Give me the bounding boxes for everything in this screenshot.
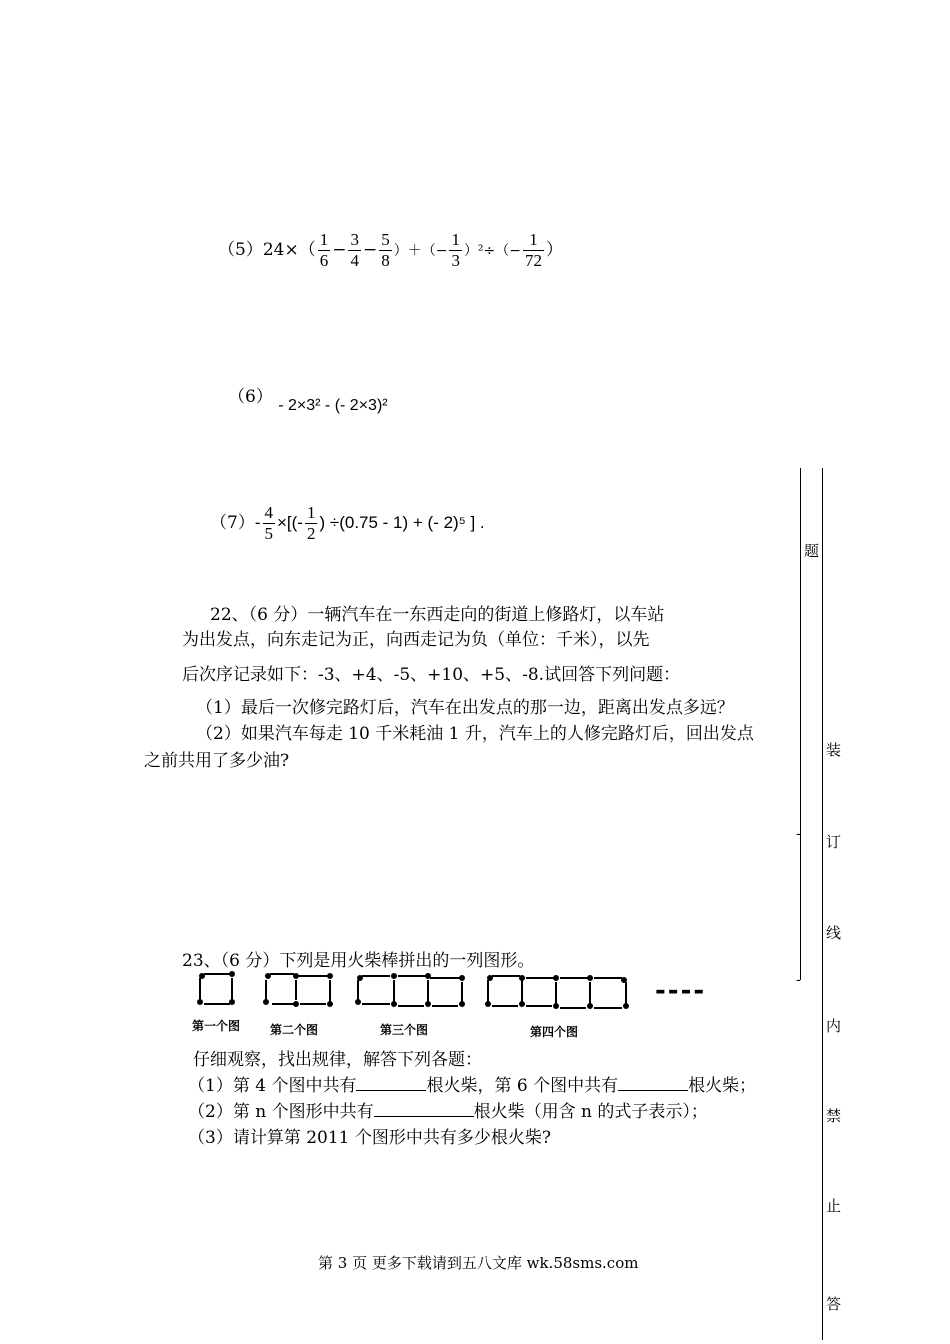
figure-1	[198, 972, 234, 1004]
q23-sub2: （2）第 n 个图形中共有 根火柴（用含 n 的式子表示）；	[188, 1102, 708, 1122]
problem-7-label: （7）	[210, 513, 255, 533]
seal-char: 订	[824, 834, 842, 849]
page-footer: 第 3 页 更多下载请到五八文库 wk.58sms.com	[318, 1254, 639, 1272]
q23-sub3: （3）请计算第 2011 个图形中共有多少根火柴?	[188, 1128, 552, 1148]
seal-char: 题	[802, 543, 820, 558]
figure-3-caption: 第三个图	[380, 1023, 429, 1037]
problem-6-label: （6）	[228, 387, 273, 407]
answer-blank[interactable]	[618, 1074, 688, 1091]
figure-4-caption: 第四个图	[530, 1025, 579, 1039]
fraction: $\frac{1}{6}$	[319, 230, 329, 270]
seal-char: 内	[824, 1018, 842, 1033]
fraction: $\frac{1}{3}$	[451, 230, 460, 270]
answer-blank[interactable]	[356, 1074, 426, 1091]
q22-sub1: （1）最后一次修完路灯后，汽车在出发点的那一边，距离出发点多远？	[196, 698, 734, 718]
q22-line2: 为出发点，向东走记为正，向西走记为负（单位：千米），以先	[182, 630, 650, 650]
q22-sub2: （2）如果汽车每走 10 千米耗油 1 升，汽车上的人修完路灯后，回出发点	[196, 724, 754, 744]
q23-sub1: （1）第 4 个图中共有 根火柴，第 6 个图中共有 根火柴；	[188, 1076, 757, 1096]
seal-char: 线	[824, 925, 842, 940]
problem-6	[228, 382, 388, 414]
fraction: $\frac{1}{72}$	[525, 230, 543, 270]
seal-char: 答	[824, 1296, 842, 1311]
figure-4	[486, 976, 628, 1008]
seal-char: 装	[824, 742, 842, 757]
figure-1-caption: 第一个图	[192, 1019, 241, 1033]
fraction: $\frac{3}{4}$	[350, 230, 359, 270]
q23-title: 23、（6 分）下列是用火柴棒拼出的一列图形。	[182, 951, 535, 971]
problem-6-expression: - 2×3² - (- 2×3)²	[278, 397, 388, 414]
answer-blank[interactable]	[374, 1100, 474, 1117]
figure-2-caption: 第二个图	[270, 1023, 319, 1037]
figure-3	[356, 974, 464, 1006]
seal-char: 禁	[824, 1108, 842, 1123]
problem-7: （7）- $\frac{4}{5}$ ×[(- $\frac{1}{2}$ ) ÷(0.75 - 1) + (- 2)⁵ ] .	[210, 503, 485, 543]
fraction: $\frac{5}{8}$	[381, 230, 390, 270]
q22-sub2-cont: 之前共用了多少油?	[144, 751, 290, 771]
fraction: $\frac{4}{5}$	[264, 503, 273, 543]
matchstick-figures	[190, 968, 720, 1012]
q22-line1: 22、（6 分）一辆汽车在一东西走向的街道上修路灯，以车站	[210, 605, 665, 625]
problem-5-label: （5）24×（	[218, 240, 316, 260]
seal-char: 止	[824, 1198, 842, 1213]
figure-2	[264, 974, 332, 1006]
fraction: $\frac{1}{2}$	[306, 503, 316, 543]
q23-intro: 仔细观察，找出规律，解答下列各题：	[193, 1050, 482, 1070]
q22-line3: 后次序记录如下：-3、+4、-5、+10、+5、-8.试回答下列问题：	[182, 665, 681, 685]
continuation-dashes: ----	[655, 976, 707, 1006]
seal-mark: -	[796, 972, 801, 988]
seal-mark: -	[796, 826, 801, 842]
problem-5: （5）24×（ $\frac{1}{6}$ − $\frac{3}{4}$ − $\frac{5}{8}$ ）＋（− $\frac{1}{3}$ ）²÷（− $\frac{1}{72}$ ）	[218, 230, 564, 270]
